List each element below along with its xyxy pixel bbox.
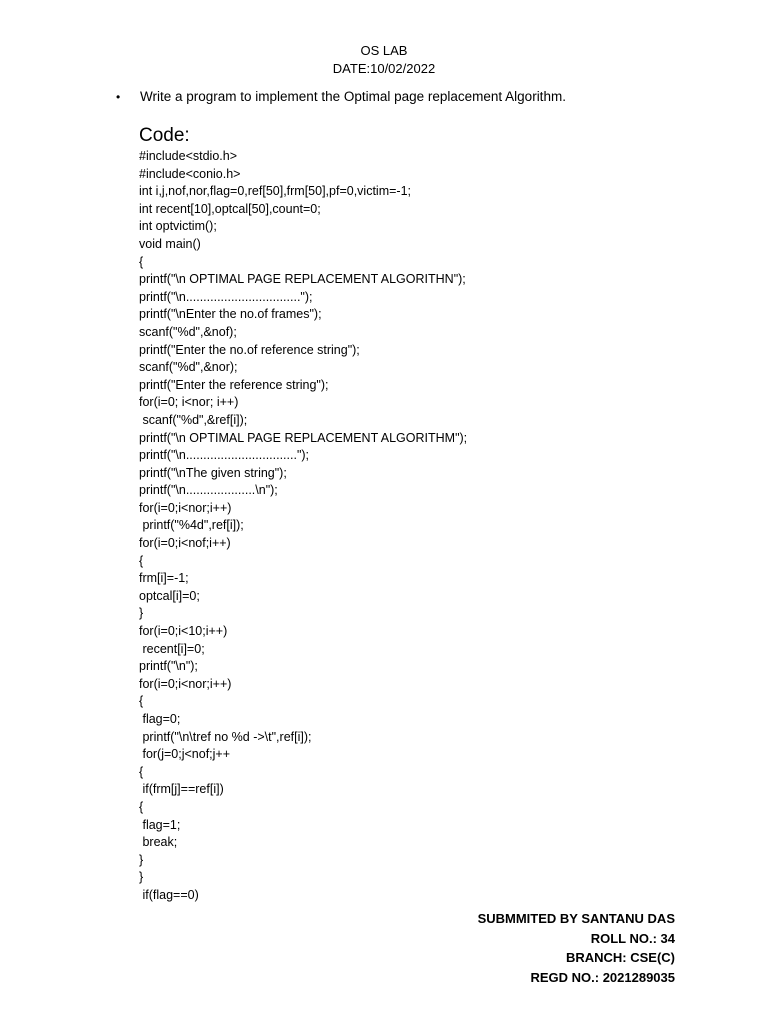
code-line: optcal[i]=0; [139, 588, 200, 603]
code-line: printf("\n"); [139, 659, 198, 674]
code-line: { [139, 694, 144, 709]
code-line: printf("\n OPTIMAL PAGE REPLACEMENT ALGORITHN"); [139, 272, 466, 287]
code-line: break; [139, 835, 178, 850]
code-line: printf("\n\tref no %d ->\t",ref[i]); [139, 729, 312, 744]
code-line: printf("Enter the no.of reference string"); [139, 342, 360, 357]
code-line: for(j=0;j<nof;j++ [139, 747, 231, 762]
code-line: void main() [139, 236, 201, 251]
code-line: printf("\nEnter the no.of frames"); [139, 307, 322, 322]
code-line: for(i=0;i<nor;i++) [139, 676, 232, 691]
code-line: { [139, 254, 144, 269]
code-line: flag=1; [139, 817, 181, 832]
code-line: for(i=0;i<10;i++) [139, 624, 228, 639]
code-line: printf("Enter the reference string"); [139, 377, 329, 392]
code-listing [139, 148, 467, 905]
code-line: if(frm[j]==ref[i]) [139, 782, 224, 797]
code-line: printf("\nThe given string"); [139, 465, 287, 480]
code-line: { [139, 553, 144, 568]
code-line: for(i=0;i<nof;i++) [139, 536, 231, 551]
code-line: frm[i]=-1; [139, 571, 189, 586]
code-line: int recent[10],optcal[50],count=0; [139, 201, 321, 216]
code-line: #include<stdio.h> [139, 149, 237, 163]
code-line: for(i=0;i<nor;i++) [139, 500, 232, 515]
code-line: recent[i]=0; [139, 641, 205, 656]
code-line: printf("\n....................\n"); [139, 483, 278, 498]
code-line: scanf("%d",&nor); [139, 360, 238, 375]
code-line: printf("\n OPTIMAL PAGE REPLACEMENT ALGORITHM"); [139, 430, 468, 445]
registration-number: REGD NO.: 2021289035 [530, 969, 675, 985]
code-line: } [139, 852, 144, 867]
code-line: } [139, 870, 144, 885]
code-line: for(i=0; i<nor; i++) [139, 395, 239, 410]
code-line: } [139, 606, 144, 621]
task-bullet-item [116, 88, 566, 106]
code-line: flag=0; [139, 712, 181, 726]
code-line: int optvictim(); [139, 219, 217, 234]
code-line: if(flag==0) [139, 887, 199, 902]
bullet-icon: • [116, 90, 121, 104]
date-line: DATE:10/02/2022 [332, 61, 436, 76]
task-text: Write a program to implement the Optimal page replacement Algorithm. [140, 89, 566, 104]
roll-number: ROLL NO.: 34 [590, 930, 675, 946]
code-line: scanf("%d",&ref[i]); [139, 412, 248, 427]
course-title: OS LAB [360, 43, 408, 58]
code-line: { [139, 764, 144, 779]
submission-details [478, 909, 675, 987]
code-line: printf("\n................................"); [139, 448, 310, 463]
branch: BRANCH: CSE(C) [565, 950, 675, 965]
submitted-by: SUBMMITED BY SANTANU DAS [477, 911, 675, 926]
code-line: { [139, 799, 144, 814]
code-line: printf("%4d",ref[i]); [139, 518, 244, 533]
code-heading: Code: [139, 125, 190, 146]
code-line: int i,j,nof,nor,flag=0,ref[50],frm[50],pf=0,victim=-1; [139, 184, 412, 199]
code-line: printf("\n................................."); [139, 289, 313, 304]
code-line: scanf("%d",&nof); [139, 324, 237, 339]
code-line: #include<conio.h> [139, 166, 241, 181]
